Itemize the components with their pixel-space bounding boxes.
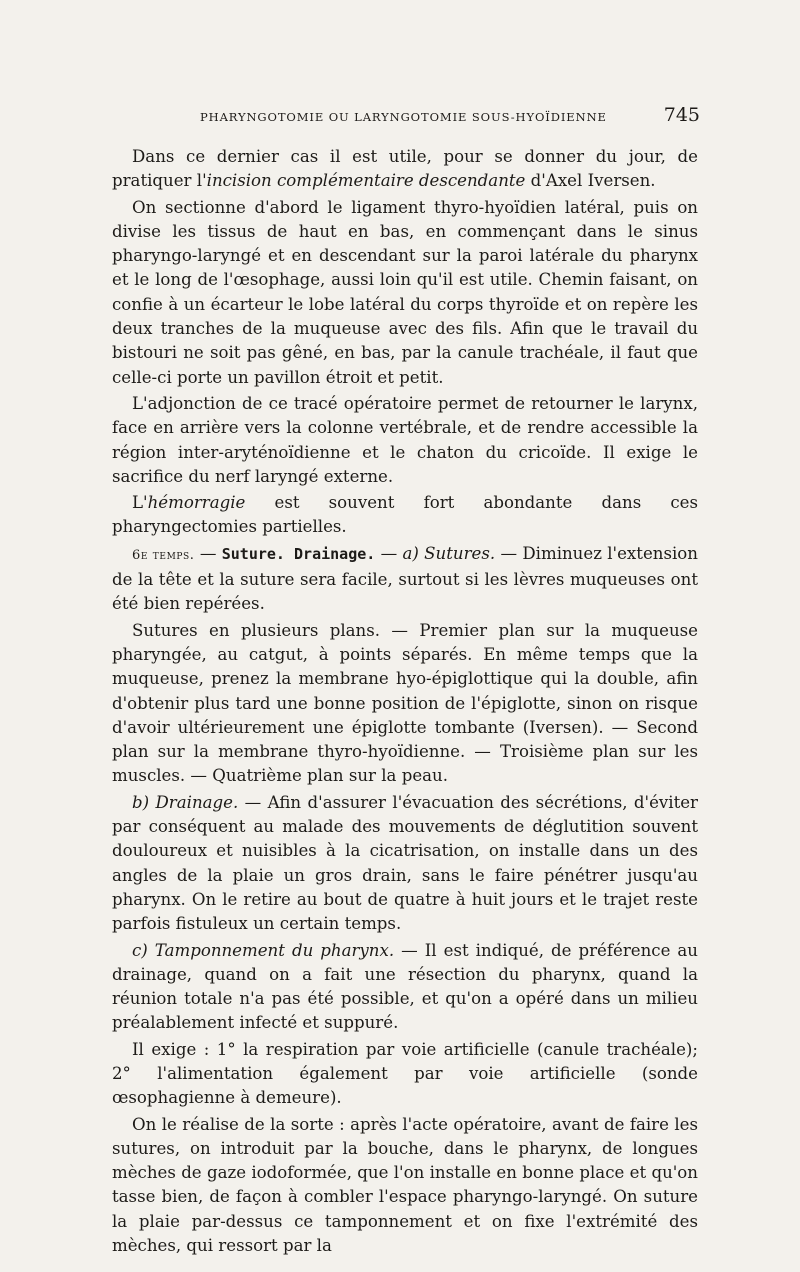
subsection-sutures: a) Sutures. [402, 543, 496, 563]
page-header [112, 104, 700, 130]
paragraph-3: L'adjonction de ce tracé opératoire permet de retourner le larynx, face en arrière vers la colonne vertébrale, et de rendre accessible la région inter-aryténoïdienne et le chaton du cricoïde. Il exige le sacrifice du nerf laryngé externe. [112, 393, 698, 486]
page-number: 745 [663, 104, 700, 126]
p4-text-a: L' [132, 493, 148, 513]
subsection-tamponnement: c) Tamponnement du pharynx. [132, 940, 395, 960]
p7-text: — Afin d'assurer l'évacuation des sécrétions, d'éviter par conséquent au malade des mouvements de déglutition souvent douloureux et nuisibles à la cicatrisation, on installe dans un des angles de la plaie un gros drain, sans le faire pénétrer jusqu'au pharynx. On le retire au bout de quatre à huit jours et le trajet reste parfois fistuleux un certain temps. [112, 792, 698, 934]
p5-dash-1: — [194, 543, 222, 563]
p4-italic: hémorragie [147, 493, 246, 513]
p1-italic: incision complémentaire descendante [206, 171, 526, 191]
p8-text: — Il est indiqué, de préférence au drainage, quand on a fait une résection du pharynx, quand la réunion totale n'a pas été possible, et qu'on a opéré dans un milieu préalablement infecté et suppuré. [112, 940, 698, 1033]
paragraph-5 [112, 542, 698, 617]
p1-text-c: d'Axel Iversen. [525, 171, 656, 191]
paragraph-8 [112, 939, 698, 1036]
p1-text-a: Dans ce dernier cas il est utile, pour se donner du jour, de pratiquer l' [112, 147, 698, 191]
p5-dash-2: — [375, 543, 403, 563]
body-text [112, 145, 698, 1258]
step-label: 6e temps. [132, 547, 195, 563]
p5-text: — Diminuez l'extension de la tête et la suture sera facile, surtout si les lèvres muqueuses ont été bien repérées. [112, 543, 698, 614]
p4-text-c: est souvent fort abondante dans ces pharyngectomies partielles. [112, 493, 698, 537]
subsection-drainage: b) Drainage. [132, 792, 239, 812]
paragraph-1 [112, 145, 698, 194]
paragraph-2: On sectionne d'abord le ligament thyro-hyoïdien latéral, puis on divise les tissus de haut en bas, en commençant dans le sinus pharyngo-laryngé et en descendant sur la paroi latérale du pharynx et le long de l'œsophage, aussi loin qu'il est utile. Chemin faisant, on confie à un écarteur le lobe latéral du corps thyroïde et on repère les deux tranches de la muqueuse avec des fils. Afin que le travail du bistouri ne soit pas gêné, en bas, par la canule trachéale, il faut que celle-ci porte un pavillon étroit et petit. [112, 197, 698, 387]
section-title: Suture. Drainage. [221, 544, 376, 563]
paragraph-9: Il exige : 1° la respiration par voie artificielle (canule trachéale); 2° l'alimentation également par voie artificielle (sonde œsophagienne à demeure). [112, 1039, 698, 1108]
paragraph-6: Sutures en plusieurs plans. — Premier plan sur la muqueuse pharyngée, au catgut, à points séparés. En même temps que la muqueuse, prenez la membrane hyo-épiglottique qui la double, afin d'obtenir plus tard une bonne position de l'épiglotte, sinon on risque d'avoir ultérieurement une épiglotte tombante (Iversen). — Second plan sur la membrane thyro-hyoïdienne. — Troisième plan sur les muscles. — Quatrième plan sur la peau. [112, 620, 698, 786]
paragraph-10: On le réalise de la sorte : après l'acte opératoire, avant de faire les sutures, on introduit par la bouche, dans le pharynx, de longues mèches de gaze iodoformée, que l'on installe en bonne place et qu'on tasse bien, de façon à combler l'espace pharyngo-laryngé. On suture la plaie par-dessus ce tamponnement et on fixe l'extrémité des mèches, qui ressort par la [112, 1114, 698, 1256]
paragraph-4 [112, 491, 698, 540]
paragraph-7 [112, 791, 698, 937]
running-head: PHARYNGOTOMIE OU LARYNGOTOMIE SOUS-HYOÏDIENNE [200, 110, 607, 124]
